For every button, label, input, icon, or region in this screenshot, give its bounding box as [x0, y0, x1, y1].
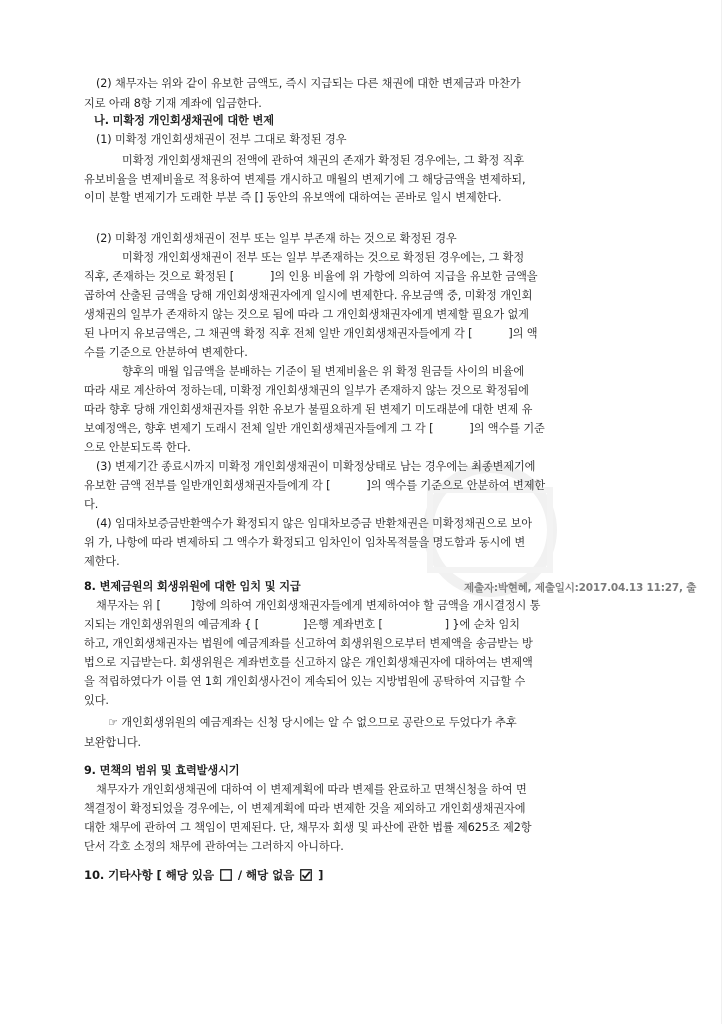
- submission-stamp: 제출자:박현혜, 제출일시:2017.04.13 11:27, 출: [464, 582, 697, 594]
- text-line: [84, 422, 545, 436]
- text-line: 으로 안분되도록 한다.: [84, 441, 191, 454]
- text-line: 곱하여 산출된 금액을 당해 개인회생채권자에게 일시에 변제한다. 유보금액 중, 미확정 개인회: [84, 289, 533, 302]
- text-segment: ] }에 순차 임치: [444, 618, 520, 631]
- text-line: [84, 327, 538, 341]
- text-line: 따라 새로 계산하여 정하는데, 미확정 개인회생채권의 일부가 존재하지 않는 것으로 확정됨에: [84, 384, 529, 397]
- empty-checkbox-icon: [220, 869, 232, 881]
- text-line: 미확정 개인회생채권이 전부 또는 일부 부존재하는 것으로 확정된 경우에는, 그 확정: [122, 251, 525, 264]
- section-heading-10: [84, 868, 323, 884]
- section-heading-9: 9. 면책의 범위 및 효력발생시기: [84, 764, 240, 777]
- text-segment: ]의 인용 비율에 위 가항에 의하여 지급을 유보한 금액을: [270, 270, 538, 283]
- text-segment: ]의 액수를 기준: [469, 422, 545, 435]
- text-line: 제한다.: [84, 555, 120, 568]
- text-line: [84, 479, 545, 493]
- text-line: [84, 618, 520, 632]
- checkbox-applicable[interactable]: [220, 869, 232, 884]
- text-segment: 채무자는 위 [: [96, 599, 161, 612]
- text-line: (3) 변제기간 종료시까지 미확정 개인회생채권이 미확정상태로 남는 경우에는 최종변제기에: [96, 460, 536, 473]
- text-line: 향후의 매월 입금액을 분배하는 기준이 될 변제비율은 위 확정 원금들 사이의 비율에: [122, 365, 525, 378]
- text-segment: 된 나머지 유보금액은, 그 채권액 확정 직후 전체 일반 개인회생채권자들에게 각 [: [84, 327, 473, 340]
- checkbox-not-applicable[interactable]: [300, 869, 312, 884]
- text-line: 다.: [84, 498, 99, 511]
- text-line: 있다.: [84, 694, 109, 707]
- text-line: 법으로 지급받는다. 회생위원은 계좌번호를 신고하지 않은 개인회생채권자에 대하여는 변제액: [84, 656, 533, 669]
- text-segment: ]의 액수를 기준으로 안분하여 변제한: [366, 479, 546, 492]
- text-segment: 지되는 개인회생위원의 예금계좌 { [: [84, 618, 260, 631]
- text-segment: 보예정액은, 향후 변제기 도래시 전체 일반 개인회생채권자들에게 그 각 [: [84, 422, 434, 435]
- text-segment: 10. 기타사항 [ 해당 있음: [84, 868, 214, 882]
- text-line: 따라 향후 당해 개인회생채권자를 위한 유보가 불필요하게 된 변제기 미도래분에 대한 변제 유: [84, 403, 533, 416]
- text-line: 위 가, 나항에 따라 변제하되 그 액수가 확정되고 임차인이 임차목적물을 명도함과 동시에 변: [84, 536, 526, 549]
- page-edge: [721, 0, 722, 1024]
- text-line: (4) 임대차보증금반환액수가 확정되지 않은 임대차보증금 반환채권은 미확정채권으로 보아: [96, 517, 532, 530]
- text-line: 을 적립하였다가 이를 연 1회 개인회생사건이 계속되어 있는 지방법원에 공탁하여 지급할 수: [84, 675, 526, 688]
- text-line: 단서 각호 소정의 채무에 관하여는 그러하지 아니하다.: [84, 840, 344, 853]
- text-line: 유보비율을 변제비율로 적용하여 변제를 개시하고 매월의 변제기에 그 해당금액을 변제하되,: [84, 173, 526, 186]
- text-line: 채무자가 개인회생채권에 대하여 이 변제계획에 따라 변제를 완료하고 면책신청을 하여 면: [96, 783, 527, 796]
- text-line: 생채권의 일부가 존재하지 않는 것으로 됨에 따라 그 개인회생채권자에게 변제할 필요가 없게: [84, 308, 529, 321]
- section-heading-8: 8. 변제금원의 회생위원에 대한 임치 및 지급: [84, 580, 301, 593]
- checked-checkbox-icon: [300, 869, 312, 881]
- text-segment: 유보한 금액 전부를 일반개인회생채권자들에게 각 [: [84, 479, 331, 492]
- text-line: 수를 기준으로 안분하여 변제한다.: [84, 346, 248, 359]
- text-segment: / 해당 없음: [237, 868, 295, 882]
- text-segment: ]은행 계좌번호 [: [303, 618, 383, 631]
- text-segment: ]: [318, 868, 324, 882]
- text-line: (1) 미확정 개인회생채권이 전부 그대로 확정된 경우: [96, 133, 347, 146]
- text-line: 보완합니다.: [84, 736, 141, 749]
- text-line: 대한 채무에 관하여 그 책임이 면제된다. 단, 채무자 회생 및 파산에 관한 법률 제625조 제2항: [84, 821, 532, 834]
- section-subheading: 나. 미확정 개인회생채권에 대한 변제: [94, 114, 274, 127]
- text-line: [96, 599, 540, 613]
- text-line: [84, 270, 538, 284]
- text-line: 이미 분할 변제기가 도래한 부분 즉 [] 동안의 유보액에 대하여는 곧바로 일시 변제한다.: [84, 191, 502, 204]
- text-segment: ]의 액: [508, 327, 538, 340]
- text-line: 책결정이 확정되었을 경우에는, 이 변제계획에 따라 변제한 것을 제외하고 개인회생채권자에: [84, 802, 526, 815]
- text-line: 하고, 개인회생채권자는 법원에 예금계좌를 신고하여 회생위원으로부터 변제액을 송금받는 방: [84, 637, 533, 650]
- text-segment: 직후, 존재하는 것으로 확정된 [: [84, 270, 235, 283]
- text-line: (2) 채무자는 위와 같이 유보한 금액도, 즉시 지급되는 다른 채권에 대한 변제금과 마찬가: [96, 77, 521, 90]
- text-line: 미확정 개인회생채권의 전액에 관하여 채권의 존재가 확정된 경우에는, 그 확정 직후: [122, 154, 525, 167]
- text-segment: ]항에 의하여 개인회생채권자들에게 변제하여야 할 금액을 개시결정시 통: [190, 599, 541, 612]
- text-line: (2) 미확정 개인회생채권이 전부 또는 일부 부존재 하는 것으로 확정된 경우: [96, 232, 457, 245]
- note-line: ☞ 개인회생위원의 예금계좌는 신청 당시에는 알 수 없으므로 공란으로 두었다가 추후: [108, 716, 517, 729]
- text-line: 지로 아래 8항 기재 계좌에 입금한다.: [84, 97, 262, 110]
